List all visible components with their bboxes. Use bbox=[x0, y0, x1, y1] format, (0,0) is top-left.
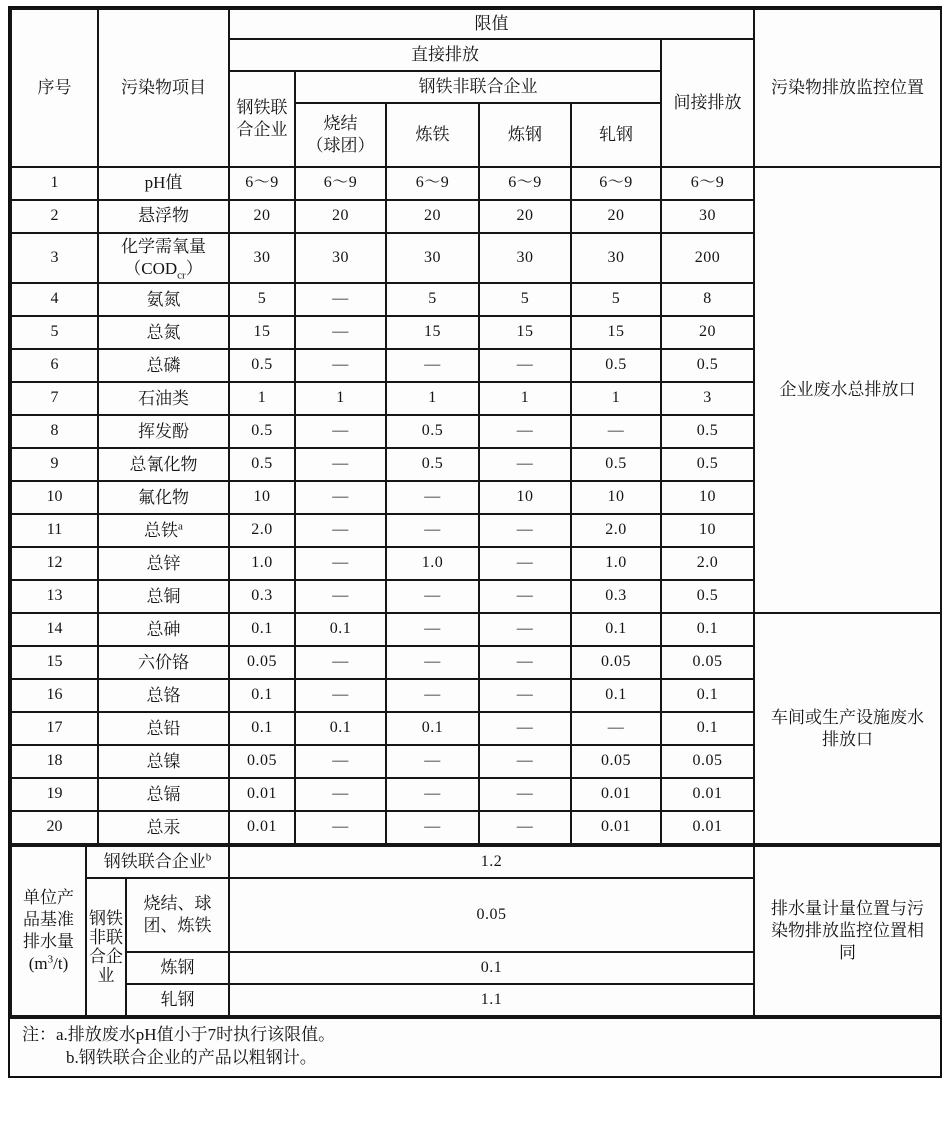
steel-rolling-value: 1.1 bbox=[229, 984, 754, 1016]
limit-value-cell: 1.0 bbox=[571, 547, 661, 580]
pollutant-name-paren-close: ） bbox=[185, 259, 203, 279]
limit-value-cell: — bbox=[295, 316, 386, 349]
limit-value-cell: 0.1 bbox=[229, 613, 295, 646]
limit-value-cell: — bbox=[295, 745, 386, 778]
limit-value-cell: 6～9 bbox=[571, 167, 661, 200]
limit-value-cell: — bbox=[479, 679, 571, 712]
limit-value-cell: — bbox=[479, 514, 571, 547]
limit-value-cell: — bbox=[295, 349, 386, 382]
pollutant-name-cell bbox=[98, 646, 229, 679]
pollutant-name: pH值 bbox=[144, 173, 183, 193]
limit-value-cell: — bbox=[386, 778, 479, 811]
limit-value-cell: 0.1 bbox=[229, 679, 295, 712]
notes bbox=[10, 1017, 940, 1076]
standards-table-sheet bbox=[8, 6, 942, 1078]
limit-value-cell: 2.0 bbox=[661, 547, 754, 580]
limit-value-cell: — bbox=[386, 613, 479, 646]
integrated-enterprise-label: 钢铁联合企业 bbox=[103, 852, 206, 872]
pollutant-name: 总氰化物 bbox=[129, 454, 198, 474]
header-sintering-pelletizing bbox=[295, 103, 386, 167]
limit-value-cell: 0.5 bbox=[571, 349, 661, 382]
limit-value-cell: — bbox=[386, 481, 479, 514]
unit-discharge-label: 单位产品基准排水量 bbox=[23, 888, 74, 952]
pollutant-name-subscript: cr bbox=[177, 269, 186, 282]
header-non-integrated-enterprise: 钢铁非联合企业 bbox=[295, 71, 661, 103]
header-pollutant-item: 污染物项目 bbox=[98, 9, 229, 167]
limit-value-cell: — bbox=[295, 679, 386, 712]
pollutant-name-paren: （COD bbox=[124, 259, 178, 279]
limit-value-cell: 200 bbox=[661, 233, 754, 283]
limit-value-cell: 1.0 bbox=[229, 547, 295, 580]
limit-value-cell: 20 bbox=[295, 200, 386, 233]
limit-value-cell: — bbox=[386, 646, 479, 679]
sintering-pelletizing-ironmaking-cell: 烧结、球团、炼铁 bbox=[126, 878, 229, 952]
limit-value-cell: 30 bbox=[229, 233, 295, 283]
pollutant-name: 氨氮 bbox=[146, 289, 181, 309]
limit-value-cell: 10 bbox=[229, 481, 295, 514]
limit-value-cell: 0.3 bbox=[229, 580, 295, 613]
limit-value-cell: 2.0 bbox=[229, 514, 295, 547]
pollutant-table-body bbox=[11, 167, 941, 844]
limit-value-cell: 10 bbox=[661, 481, 754, 514]
limit-value-cell: 6～9 bbox=[661, 167, 754, 200]
pollutant-name-cell bbox=[98, 679, 229, 712]
limit-value-cell: — bbox=[386, 514, 479, 547]
row-number-cell: 2 bbox=[11, 200, 98, 233]
pollutant-name-cell bbox=[98, 580, 229, 613]
limit-value-cell: — bbox=[386, 811, 479, 844]
limit-value-cell: 6～9 bbox=[229, 167, 295, 200]
pollutant-name-cell bbox=[98, 448, 229, 481]
note-a bbox=[22, 1024, 930, 1047]
row-number-cell: 15 bbox=[11, 646, 98, 679]
pollutant-name-cell bbox=[98, 349, 229, 382]
limit-value-cell: 0.1 bbox=[295, 613, 386, 646]
footnote-ref-b: b bbox=[205, 851, 212, 864]
limit-value-cell: 30 bbox=[479, 233, 571, 283]
row-number-cell: 1 bbox=[11, 167, 98, 200]
row-number-cell: 11 bbox=[11, 514, 98, 547]
header-steelmaking: 炼钢 bbox=[479, 103, 571, 167]
pollutant-name: 总汞 bbox=[146, 817, 181, 837]
row-number-cell: 18 bbox=[11, 745, 98, 778]
row-number-cell: 20 bbox=[11, 811, 98, 844]
monitor-location-cell: 企业废水总排放口 bbox=[754, 167, 941, 613]
limit-value-cell: 0.01 bbox=[571, 811, 661, 844]
limit-value-cell: 20 bbox=[661, 316, 754, 349]
row-number-cell: 14 bbox=[11, 613, 98, 646]
limit-value-cell: 0.1 bbox=[229, 712, 295, 745]
row-number-cell: 9 bbox=[11, 448, 98, 481]
table-row bbox=[11, 613, 941, 646]
limit-value-cell: 0.1 bbox=[661, 712, 754, 745]
pollutant-name: 总氮 bbox=[146, 322, 181, 342]
limit-value-cell: — bbox=[295, 448, 386, 481]
header-integrated-enterprise: 钢铁联合企业 bbox=[229, 71, 295, 167]
pollutant-name-cell bbox=[98, 613, 229, 646]
limit-value-cell: 30 bbox=[661, 200, 754, 233]
pollutant-name-cell bbox=[98, 233, 229, 283]
limit-value-cell: 6～9 bbox=[295, 167, 386, 200]
emission-limits-table bbox=[10, 8, 942, 845]
header-steel-rolling: 轧钢 bbox=[571, 103, 661, 167]
table-row bbox=[11, 167, 941, 200]
limit-value-cell: — bbox=[479, 745, 571, 778]
integrated-enterprise-cell bbox=[86, 846, 229, 878]
steelmaking-cell: 炼钢 bbox=[126, 952, 229, 984]
limit-value-cell: — bbox=[479, 778, 571, 811]
limit-value-cell: — bbox=[295, 646, 386, 679]
limit-value-cell: 0.05 bbox=[229, 745, 295, 778]
limit-value-cell: 30 bbox=[295, 233, 386, 283]
limit-value-cell: — bbox=[295, 580, 386, 613]
limit-value-cell: — bbox=[479, 646, 571, 679]
row-number-cell: 17 bbox=[11, 712, 98, 745]
header-direct-discharge: 直接排放 bbox=[229, 39, 661, 71]
limit-value-cell: 1.0 bbox=[386, 547, 479, 580]
limit-value-cell: 0.05 bbox=[661, 646, 754, 679]
pollutant-name: 氟化物 bbox=[138, 487, 189, 507]
limit-value-cell: 6～9 bbox=[479, 167, 571, 200]
limit-value-cell: 5 bbox=[229, 283, 295, 316]
pollutant-name-cell bbox=[98, 481, 229, 514]
pollutant-name-cell bbox=[98, 382, 229, 415]
unit-discharge-label-cell bbox=[11, 846, 86, 1016]
limit-value-cell: — bbox=[295, 283, 386, 316]
limit-value-cell: 15 bbox=[386, 316, 479, 349]
limit-value-cell: — bbox=[479, 811, 571, 844]
pollutant-name-cell bbox=[98, 811, 229, 844]
limit-value-cell: 1 bbox=[479, 382, 571, 415]
limit-value-cell: 3 bbox=[661, 382, 754, 415]
unit-discharge-table bbox=[10, 845, 942, 1017]
limit-value-cell: 10 bbox=[661, 514, 754, 547]
limit-value-cell: — bbox=[295, 778, 386, 811]
steelmaking-value: 0.1 bbox=[229, 952, 754, 984]
limit-value-cell: — bbox=[571, 415, 661, 448]
limit-value-cell: — bbox=[479, 613, 571, 646]
footnote-ref-a: a bbox=[178, 519, 183, 532]
header-limit-value: 限值 bbox=[229, 9, 754, 39]
limit-value-cell: 15 bbox=[479, 316, 571, 349]
limit-value-cell: — bbox=[479, 580, 571, 613]
header-sintering-line1: 烧结 bbox=[323, 113, 358, 133]
steel-rolling-cell: 轧钢 bbox=[126, 984, 229, 1016]
limit-value-cell: 0.1 bbox=[661, 613, 754, 646]
limit-value-cell: — bbox=[295, 811, 386, 844]
limit-value-cell: 0.01 bbox=[661, 811, 754, 844]
limit-value-cell: 20 bbox=[229, 200, 295, 233]
non-integrated-enterprise-cell: 钢铁非联合企业 bbox=[86, 878, 126, 1016]
row-number-cell: 6 bbox=[11, 349, 98, 382]
pollutant-name: 总磷 bbox=[146, 355, 181, 375]
pollutant-name: 石油类 bbox=[138, 388, 189, 408]
limit-value-cell: 0.5 bbox=[229, 415, 295, 448]
limit-value-cell: 10 bbox=[479, 481, 571, 514]
limit-value-cell: 0.05 bbox=[661, 745, 754, 778]
limit-value-cell: 1 bbox=[229, 382, 295, 415]
limit-value-cell: 0.5 bbox=[571, 448, 661, 481]
pollutant-name: 六价铬 bbox=[138, 652, 189, 672]
header-ironmaking: 炼铁 bbox=[386, 103, 479, 167]
limit-value-cell: 15 bbox=[571, 316, 661, 349]
limit-value-cell: — bbox=[479, 712, 571, 745]
drainage-monitor-location-cell: 排水量计量位置与污染物排放监控位置相同 bbox=[754, 846, 941, 1016]
pollutant-name-cell bbox=[98, 514, 229, 547]
pollutant-name-cell bbox=[98, 316, 229, 349]
limit-value-cell: 5 bbox=[571, 283, 661, 316]
limit-value-cell: 1 bbox=[295, 382, 386, 415]
limit-value-cell: 0.05 bbox=[571, 646, 661, 679]
limit-value-cell: 0.05 bbox=[571, 745, 661, 778]
header-sintering-line2: （球团） bbox=[306, 136, 375, 155]
limit-value-cell: 0.1 bbox=[386, 712, 479, 745]
row-number-cell: 7 bbox=[11, 382, 98, 415]
pollutant-name: 总锌 bbox=[146, 553, 181, 573]
limit-value-cell: — bbox=[571, 712, 661, 745]
integrated-enterprise-value: 1.2 bbox=[229, 846, 754, 878]
limit-value-cell: 20 bbox=[571, 200, 661, 233]
limit-value-cell: 0.05 bbox=[229, 646, 295, 679]
limit-value-cell: 0.3 bbox=[571, 580, 661, 613]
limit-value-cell: 2.0 bbox=[571, 514, 661, 547]
limit-value-cell: — bbox=[386, 349, 479, 382]
limit-value-cell: 0.5 bbox=[661, 415, 754, 448]
row-number-cell: 16 bbox=[11, 679, 98, 712]
limit-value-cell: 20 bbox=[479, 200, 571, 233]
pollutant-name: 总砷 bbox=[146, 619, 181, 639]
note-prefix: 注： bbox=[22, 1025, 56, 1045]
row-number-cell: 13 bbox=[11, 580, 98, 613]
pollutant-name: 总铜 bbox=[146, 586, 181, 606]
limit-value-cell: 10 bbox=[571, 481, 661, 514]
pollutant-name-cell bbox=[98, 283, 229, 316]
limit-value-cell: 0.01 bbox=[571, 778, 661, 811]
limit-value-cell: 0.1 bbox=[295, 712, 386, 745]
row-number-cell: 10 bbox=[11, 481, 98, 514]
sintering-pelletizing-ironmaking-value: 0.05 bbox=[229, 878, 754, 952]
unit-discharge-unit: $(m^3/t)$ bbox=[28, 953, 69, 974]
limit-value-cell: 0.01 bbox=[661, 778, 754, 811]
note-a-text: a.排放废水pH值小于7时执行该限值。 bbox=[56, 1025, 336, 1045]
pollutant-name-cell bbox=[98, 200, 229, 233]
limit-value-cell: 15 bbox=[229, 316, 295, 349]
pollutant-name-cell bbox=[98, 167, 229, 200]
limit-value-cell: 30 bbox=[386, 233, 479, 283]
header-row-1 bbox=[11, 9, 941, 39]
unit-row-integrated bbox=[11, 846, 941, 878]
header-indirect-discharge: 间接排放 bbox=[661, 39, 754, 167]
limit-value-cell: 8 bbox=[661, 283, 754, 316]
pollutant-name-cell bbox=[98, 415, 229, 448]
row-number-cell: 3 bbox=[11, 233, 98, 283]
pollutant-name: 总铁 bbox=[144, 520, 179, 540]
note-b: b.钢铁联合企业的产品以粗钢计。 bbox=[66, 1048, 317, 1068]
limit-value-cell: 6～9 bbox=[386, 167, 479, 200]
pollutant-name: 总镉 bbox=[146, 784, 181, 804]
pollutant-name: 总镍 bbox=[146, 751, 181, 771]
limit-value-cell: 1 bbox=[386, 382, 479, 415]
limit-value-cell: 0.1 bbox=[571, 613, 661, 646]
pollutant-name: 化学需氧量 bbox=[121, 237, 206, 256]
row-number-cell: 4 bbox=[11, 283, 98, 316]
pollutant-name-cell bbox=[98, 547, 229, 580]
limit-value-cell: 1 bbox=[571, 382, 661, 415]
pollutant-name: 挥发酚 bbox=[138, 421, 189, 441]
limit-value-cell: 5 bbox=[479, 283, 571, 316]
pollutant-name: 悬浮物 bbox=[138, 206, 189, 226]
limit-value-cell: 0.01 bbox=[229, 778, 295, 811]
pollutant-name-cell bbox=[98, 745, 229, 778]
header-monitor-location: 污染物排放监控位置 bbox=[754, 9, 941, 167]
limit-value-cell: 0.5 bbox=[386, 415, 479, 448]
limit-value-cell: — bbox=[386, 679, 479, 712]
row-number-cell: 8 bbox=[11, 415, 98, 448]
pollutant-name-cell bbox=[98, 712, 229, 745]
limit-value-cell: 0.5 bbox=[661, 448, 754, 481]
pollutant-name: 总铅 bbox=[146, 718, 181, 738]
limit-value-cell: 0.5 bbox=[386, 448, 479, 481]
row-number-cell: 19 bbox=[11, 778, 98, 811]
monitor-location-cell: 车间或生产设施废水排放口 bbox=[754, 613, 941, 844]
limit-value-cell: — bbox=[479, 547, 571, 580]
row-number-cell: 5 bbox=[11, 316, 98, 349]
limit-value-cell: — bbox=[479, 448, 571, 481]
limit-value-cell: — bbox=[386, 580, 479, 613]
limit-value-cell: 5 bbox=[386, 283, 479, 316]
limit-value-cell: 0.5 bbox=[229, 448, 295, 481]
limit-value-cell: — bbox=[295, 547, 386, 580]
limit-value-cell: 0.5 bbox=[661, 580, 754, 613]
limit-value-cell: 0.01 bbox=[229, 811, 295, 844]
pollutant-name: 总铬 bbox=[146, 685, 181, 705]
header-row-number: 序号 bbox=[11, 9, 98, 167]
limit-value-cell: — bbox=[386, 745, 479, 778]
limit-value-cell: 0.1 bbox=[661, 679, 754, 712]
limit-value-cell: 0.1 bbox=[571, 679, 661, 712]
limit-value-cell: — bbox=[295, 415, 386, 448]
row-number-cell: 12 bbox=[11, 547, 98, 580]
limit-value-cell: — bbox=[479, 415, 571, 448]
limit-value-cell: 0.5 bbox=[661, 349, 754, 382]
limit-value-cell: 20 bbox=[386, 200, 479, 233]
limit-value-cell: — bbox=[479, 349, 571, 382]
limit-value-cell: — bbox=[295, 514, 386, 547]
pollutant-name-cell bbox=[98, 778, 229, 811]
limit-value-cell: 0.5 bbox=[229, 349, 295, 382]
limit-value-cell: — bbox=[295, 481, 386, 514]
limit-value-cell: 30 bbox=[571, 233, 661, 283]
